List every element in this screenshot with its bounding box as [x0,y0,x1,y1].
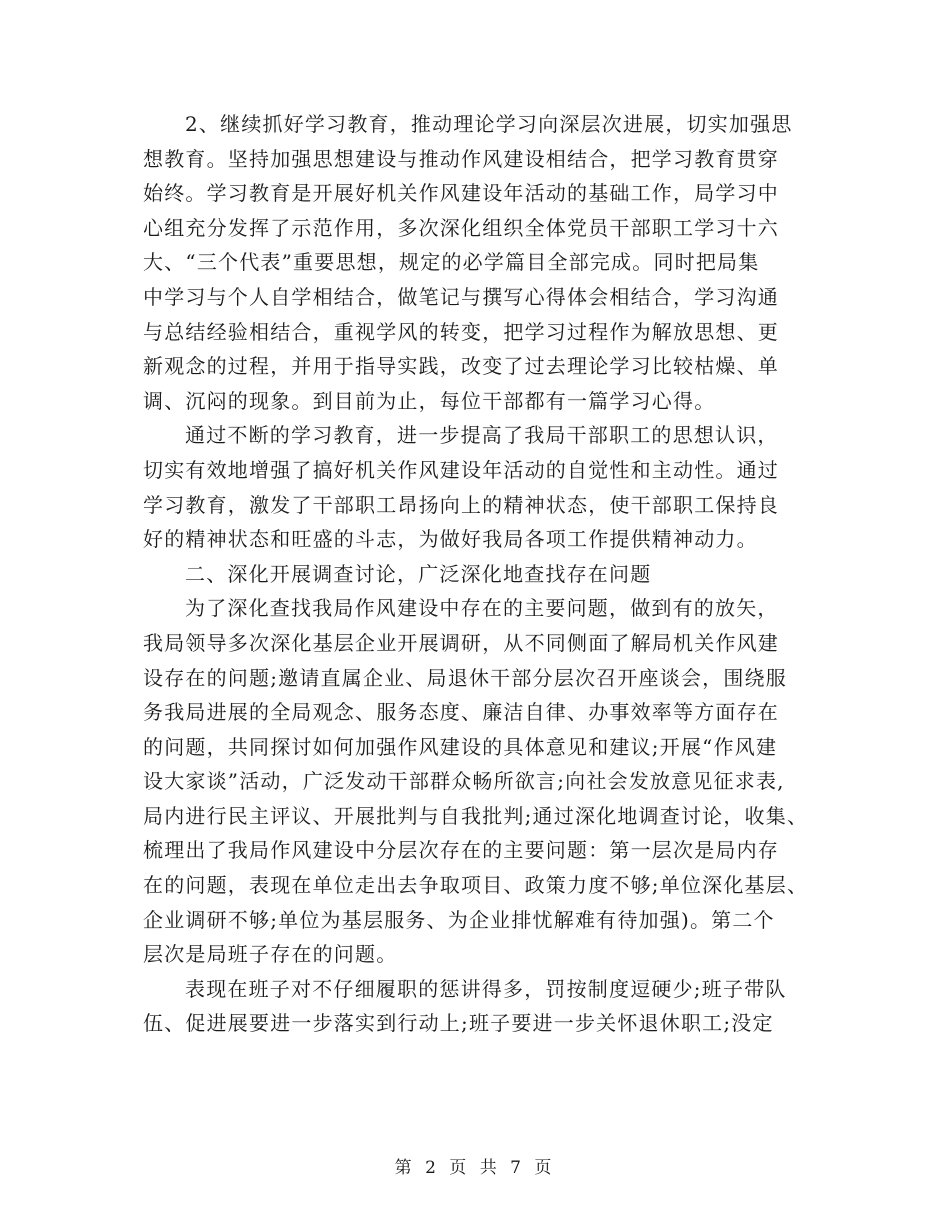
text-line: 层次是局班子存在的问题。 [143,942,398,967]
text-line: 学习教育，激发了干部职工昂扬向上的精神状态，使干部职工保持良 [143,492,779,517]
text-line: 的问题，共同探讨如何加强作风建设的具体意见和建议;开展“作风建 [143,734,778,759]
text-line: 中学习与个人自学相结合，做笔记与撰写心得体会相结合，学习沟通 [143,284,779,309]
text-line: 我局领导多次深化基层企业开展调研，从不同侧面了解局机关作风建 [143,630,779,655]
text-line: 切实有效地增强了搞好机关作风建设年活动的自觉性和主动性。通过 [143,457,779,482]
text-line: 调、沉闷的现象。到目前为止，每位干部都有一篇学习心得。 [143,388,716,413]
text-line: 心组充分发挥了示范作用，多次深化组织全体党员干部职工学习十六 [143,215,779,240]
text-line: 大、“三个代表”重要思想，规定的必学篇目全部完成。同时把局集 [143,250,760,275]
text-line: 设大家谈”活动，广泛发动干部群众畅所欲言;向社会发放意见征求表, [143,769,785,794]
text-line: 伍、促进展要进一步落实到行动上;班子要进一步关怀退休职工;没定 [143,1011,774,1036]
page-number-footer: 第 2 页 共 7 页 [394,1158,556,1178]
text-line: 局内进行民主评议、开展批判与自我批判;通过深化地调查讨论，收集、 [143,803,809,828]
text-line: 好的精神状态和旺盛的斗志，为做好我局各项工作提供精神动力。 [143,527,758,552]
text-line: 通过不断的学习教育，进一步提高了我局干部职工的思想认识， [185,423,779,448]
text-line: 梳理出了我局作风建设中分层次存在的主要问题：第一层次是局内存 [143,838,779,863]
text-line: 新观念的过程，并用于指导实践，改变了过去理论学习比较枯燥、单 [143,354,779,379]
section-heading: 二、深化开展调查讨论，广泛深化地查找存在问题 [185,561,652,586]
text-line: 在的问题，表现在单位走出去争取项目、政策力度不够;单位深化基层、 [143,873,809,898]
text-line: 设存在的问题;邀请直属企业、局退休干部分层次召开座谈会，围绕服 [143,665,787,690]
text-line: 2、继续抓好学习教育，推动理论学习向深层次进展，切实加强思 [185,112,793,136]
text-line: 表现在班子对不仔细履职的惩讲得多，罚按制度逗硬少;班子带队 [185,976,787,1001]
text-line: 想教育。坚持加强思想建设与推动作风建设相结合，把学习教育贯穿 [143,146,779,171]
text-line: 企业调研不够;单位为基层服务、为企业排忧解难有待加强)。第二个 [143,907,775,932]
text-line: 与总结经验相结合，重视学风的转变，把学习过程作为解放思想、更 [143,319,779,344]
text-line: 务我局进展的全局观念、服务态度、廉洁自律、办事效率等方面存在 [143,700,779,725]
text-line: 为了深化查找我局作风建设中存在的主要问题，做到有的放矢， [185,596,779,621]
document-body [143,107,813,1041]
text-line: 始终。学习教育是开展好机关作风建设年活动的基础工作，局学习中 [143,181,779,206]
